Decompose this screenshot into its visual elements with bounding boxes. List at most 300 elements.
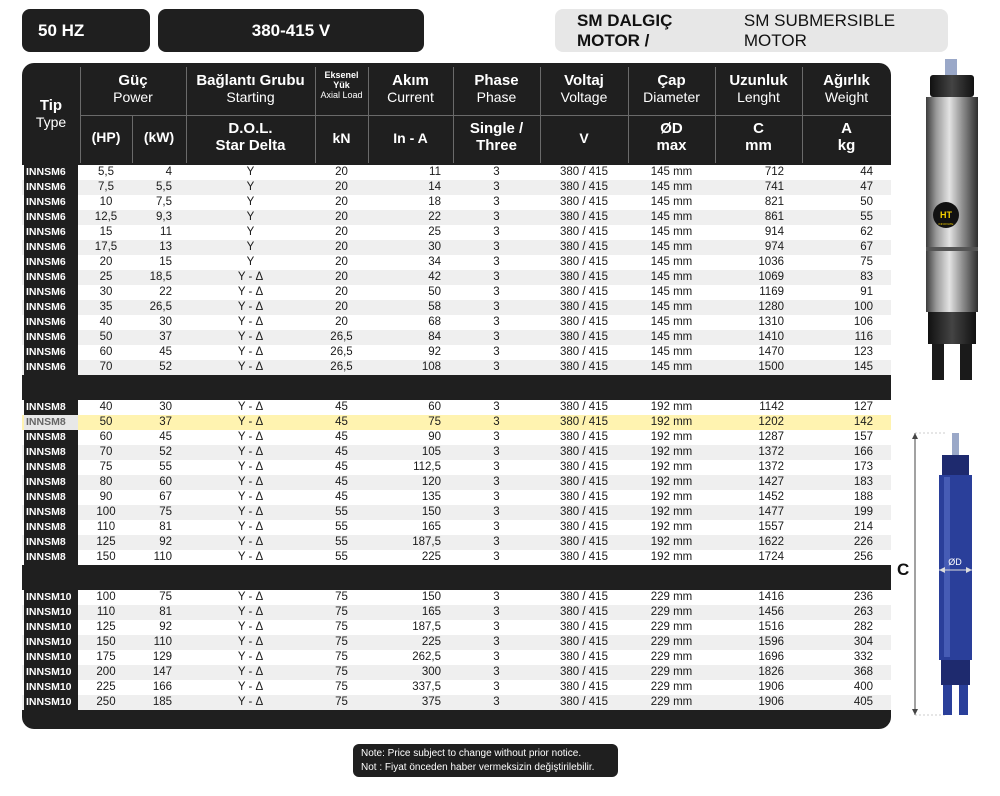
- table-row: [22, 360, 891, 375]
- type-cell: INNSM6: [24, 240, 78, 255]
- header-phase: Phase Phase: [474, 72, 519, 105]
- kw-cell: 52: [159, 446, 172, 458]
- length-cell: 1310: [758, 316, 784, 328]
- note-english: Note: Price subject to change without prior notice.: [361, 748, 582, 759]
- type-cell: INNSM8: [24, 460, 78, 475]
- voltage-cell: 380 / 415: [560, 591, 608, 603]
- header-v: V: [579, 130, 589, 146]
- phase-cell: 3: [493, 271, 500, 283]
- length-cell: 821: [764, 196, 784, 208]
- voltage-cell: 380 / 415: [560, 606, 608, 618]
- diameter-cell: 192 mm: [650, 431, 693, 443]
- voltage-cell: 380 / 415: [560, 316, 608, 328]
- current-cell: 42: [428, 271, 441, 283]
- type-cell: INNSM10: [24, 650, 78, 665]
- weight-cell: 75: [860, 256, 873, 268]
- phase-cell: 3: [493, 181, 500, 193]
- table-row: [22, 550, 891, 565]
- current-cell: 165: [421, 521, 441, 533]
- table-row: [22, 195, 891, 210]
- weight-cell: 405: [853, 696, 873, 708]
- axial-load-cell: 20: [335, 241, 348, 253]
- hp-cell: 60: [99, 431, 113, 443]
- voltage-cell: 380 / 415: [560, 416, 608, 428]
- weight-cell: 67: [860, 241, 873, 253]
- header-single-three: Single / Three: [469, 120, 524, 154]
- header-od-max: ØD max: [656, 120, 687, 154]
- type-cell: INNSM8: [24, 520, 78, 535]
- table-row: [22, 460, 891, 475]
- current-cell: 375: [421, 696, 441, 708]
- motor-shaft: [945, 59, 957, 75]
- phase-cell: 3: [493, 591, 500, 603]
- weight-cell: 263: [853, 606, 873, 618]
- header-hp: (HP): [91, 129, 121, 145]
- phase-cell: 3: [493, 331, 500, 343]
- table-row: [22, 505, 891, 520]
- voltage-cell: 380 / 415: [560, 361, 608, 373]
- type-cell: INNSM6: [24, 285, 78, 300]
- length-cell: 1696: [758, 651, 784, 663]
- current-cell: 30: [428, 241, 441, 253]
- length-cell: 1169: [759, 286, 784, 298]
- length-cell: 914: [764, 226, 784, 238]
- axial-load-cell: 45: [335, 446, 348, 458]
- table-row: [22, 590, 891, 605]
- current-cell: 120: [421, 476, 441, 488]
- header-diameter: Çap Diameter: [643, 72, 700, 105]
- phase-cell: 3: [493, 286, 500, 298]
- axial-load-cell: 26,5: [330, 346, 353, 358]
- axial-load-cell: 20: [335, 256, 348, 268]
- starting-cell: Y - Δ: [237, 621, 264, 633]
- axial-load-cell: 20: [335, 226, 348, 238]
- note-turkish: Not : Fiyat önceden haber vermeksizin değiştirilebilir.: [361, 762, 595, 773]
- length-cell: 1596: [758, 636, 784, 648]
- table-row: [22, 210, 891, 225]
- hp-cell: 50: [99, 416, 113, 428]
- phase-cell: 3: [493, 301, 500, 313]
- motor-foot: [932, 344, 944, 380]
- length-cell: 1452: [758, 491, 784, 503]
- header-c-mm: C mm: [745, 120, 772, 154]
- weight-cell: 106: [853, 316, 873, 328]
- table-row: [22, 400, 891, 415]
- kw-cell: 13: [159, 241, 172, 253]
- voltage-cell: 380 / 415: [560, 181, 608, 193]
- axial-load-cell: 45: [335, 416, 348, 428]
- starting-cell: Y: [246, 256, 255, 268]
- current-cell: 187,5: [412, 536, 441, 548]
- voltage-cell: 380 / 415: [560, 681, 608, 693]
- kw-cell: 92: [159, 621, 172, 633]
- hp-cell: 5,5: [98, 166, 114, 178]
- kw-cell: 55: [159, 461, 172, 473]
- current-cell: 135: [421, 491, 441, 503]
- diameter-cell: 229 mm: [650, 651, 693, 663]
- length-cell: 712: [764, 166, 784, 178]
- phase-cell: 3: [493, 651, 500, 663]
- kw-cell: 75: [159, 506, 172, 518]
- table-row: [22, 240, 891, 255]
- voltage-cell: 380 / 415: [560, 521, 608, 533]
- hp-cell: 225: [96, 681, 116, 693]
- starting-cell: Y - Δ: [237, 346, 264, 358]
- diameter-cell: 145 mm: [650, 241, 693, 253]
- starting-cell: Y - Δ: [237, 551, 264, 563]
- starting-cell: Y - Δ: [237, 651, 264, 663]
- header-length: Uzunluk Lenght: [729, 72, 788, 105]
- weight-cell: 100: [853, 301, 873, 313]
- table-row: [22, 330, 891, 345]
- kw-cell: 37: [159, 331, 172, 343]
- table-row: [22, 445, 891, 460]
- kw-cell: 81: [159, 521, 172, 533]
- weight-cell: 47: [860, 181, 873, 193]
- table-row: [22, 270, 891, 285]
- current-cell: 262,5: [412, 651, 441, 663]
- diameter-cell: 229 mm: [650, 636, 693, 648]
- kw-cell: 45: [159, 346, 172, 358]
- diameter-cell: 145 mm: [650, 226, 693, 238]
- type-cell: INNSM8: [24, 490, 78, 505]
- header-starting: Bağlantı Grubu Starting: [196, 72, 305, 105]
- kw-cell: 81: [159, 606, 172, 618]
- weight-cell: 116: [854, 331, 873, 343]
- axial-load-cell: 75: [335, 621, 348, 633]
- header-power: Güç Power: [113, 72, 153, 105]
- kw-cell: 67: [159, 491, 172, 503]
- axial-load-cell: 20: [335, 316, 348, 328]
- table-row: [22, 665, 891, 680]
- table-row: [22, 255, 891, 270]
- phase-cell: 3: [493, 401, 500, 413]
- current-cell: 112,5: [413, 461, 441, 473]
- voltage-cell: 380 / 415: [560, 401, 608, 413]
- current-cell: 225: [421, 636, 441, 648]
- weight-cell: 199: [853, 506, 873, 518]
- weight-cell: 226: [853, 536, 873, 548]
- diameter-cell: 145 mm: [650, 331, 693, 343]
- frequency-label: 50 HZ: [22, 9, 150, 52]
- table-row: [22, 535, 891, 550]
- axial-load-cell: 20: [335, 211, 348, 223]
- diameter-cell: 229 mm: [650, 591, 693, 603]
- diameter-cell: 229 mm: [650, 606, 693, 618]
- length-cell: 1416: [758, 591, 784, 603]
- phase-cell: 3: [493, 361, 500, 373]
- header-divider: [132, 115, 133, 163]
- type-cell: INNSM6: [24, 210, 78, 225]
- current-cell: 25: [428, 226, 441, 238]
- voltage-cell: 380 / 415: [560, 431, 608, 443]
- table-row: [22, 345, 891, 360]
- title-turkish: SM DALGIÇ MOTOR /: [577, 10, 673, 50]
- motor-product-image: [912, 57, 992, 387]
- length-cell: 1036: [758, 256, 784, 268]
- current-cell: 11: [429, 166, 441, 178]
- length-cell: 1202: [758, 416, 784, 428]
- kw-cell: 4: [165, 166, 172, 178]
- hp-cell: 60: [99, 346, 113, 358]
- hp-cell: 125: [96, 621, 116, 633]
- current-cell: 337,5: [412, 681, 441, 693]
- weight-cell: 91: [860, 286, 873, 298]
- voltage-cell: 380 / 415: [560, 346, 608, 358]
- diameter-cell: 192 mm: [650, 416, 693, 428]
- type-cell: INNSM8: [24, 535, 78, 550]
- motor-top-cap: [930, 75, 974, 97]
- page-title: [555, 9, 948, 52]
- voltage-cell: 380 / 415: [560, 446, 608, 458]
- phase-cell: 3: [493, 461, 500, 473]
- header-dol: D.O.L. Star Delta: [215, 120, 286, 154]
- voltage-cell: 380 / 415: [560, 226, 608, 238]
- diameter-cell: 192 mm: [650, 536, 693, 548]
- type-cell: INNSM10: [24, 665, 78, 680]
- kw-cell: 185: [152, 696, 172, 708]
- voltage-range-label: 380-415 V: [158, 9, 424, 52]
- axial-load-cell: 45: [335, 461, 348, 473]
- type-cell: INNSM8: [24, 400, 78, 415]
- current-cell: 22: [428, 211, 441, 223]
- kw-cell: 30: [159, 316, 172, 328]
- length-cell: 1280: [758, 301, 784, 313]
- axial-load-cell: 55: [335, 521, 348, 533]
- weight-cell: 50: [860, 196, 873, 208]
- current-cell: 150: [421, 506, 441, 518]
- voltage-cell: 380 / 415: [560, 256, 608, 268]
- diameter-cell: 192 mm: [650, 446, 693, 458]
- weight-cell: 166: [853, 446, 873, 458]
- length-cell: 1470: [758, 346, 784, 358]
- starting-cell: Y - Δ: [237, 591, 264, 603]
- type-cell: INNSM6: [24, 360, 78, 375]
- weight-cell: 123: [853, 346, 873, 358]
- starting-cell: Y - Δ: [237, 606, 264, 618]
- voltage-cell: 380 / 415: [560, 241, 608, 253]
- starting-cell: Y - Δ: [237, 476, 264, 488]
- phase-cell: 3: [493, 346, 500, 358]
- diameter-cell: 145 mm: [650, 181, 693, 193]
- hp-cell: 35: [99, 301, 113, 313]
- kw-cell: 110: [153, 551, 172, 563]
- type-cell: INNSM10: [24, 695, 78, 710]
- voltage-cell: 380 / 415: [560, 196, 608, 208]
- phase-cell: 3: [493, 696, 500, 708]
- length-cell: 1456: [758, 606, 784, 618]
- hp-cell: 125: [96, 536, 116, 548]
- voltage-cell: 380 / 415: [560, 696, 608, 708]
- voltage-cell: 380 / 415: [560, 271, 608, 283]
- axial-load-cell: 55: [335, 536, 348, 548]
- current-cell: 84: [428, 331, 441, 343]
- type-cell: INNSM8: [24, 415, 78, 430]
- table-row: [22, 635, 891, 650]
- hp-cell: 90: [99, 491, 113, 503]
- phase-cell: 3: [493, 636, 500, 648]
- current-cell: 150: [421, 591, 441, 603]
- table-row: [22, 165, 891, 180]
- starting-cell: Y - Δ: [237, 361, 264, 373]
- type-cell: INNSM6: [24, 270, 78, 285]
- type-cell: INNSM10: [24, 605, 78, 620]
- type-cell: INNSM8: [24, 550, 78, 565]
- current-cell: 105: [421, 446, 441, 458]
- type-cell: INNSM8: [24, 445, 78, 460]
- phase-cell: 3: [493, 226, 500, 238]
- starting-cell: Y: [246, 166, 255, 178]
- starting-cell: Y - Δ: [237, 331, 264, 343]
- voltage-cell: 380 / 415: [560, 651, 608, 663]
- axial-load-cell: 75: [335, 636, 348, 648]
- starting-cell: Y - Δ: [237, 636, 264, 648]
- diagram-shaft: [952, 433, 959, 455]
- kw-cell: 22: [159, 286, 172, 298]
- voltage-cell: 380 / 415: [560, 286, 608, 298]
- voltage-cell: 380 / 415: [560, 491, 608, 503]
- hp-cell: 17,5: [94, 241, 118, 253]
- table-row: [22, 315, 891, 330]
- weight-cell: 282: [853, 621, 873, 633]
- header-kw: (kW): [143, 129, 175, 145]
- current-cell: 14: [428, 181, 441, 193]
- kw-cell: 45: [159, 431, 172, 443]
- axial-load-cell: 26,5: [330, 361, 353, 373]
- hp-cell: 15: [99, 226, 113, 238]
- kw-cell: 52: [159, 361, 172, 373]
- axial-load-cell: 26,5: [330, 331, 353, 343]
- diameter-cell: 229 mm: [650, 696, 693, 708]
- length-cell: 1477: [758, 506, 784, 518]
- current-cell: 50: [428, 286, 441, 298]
- length-cell: 1410: [758, 331, 784, 343]
- phase-cell: 3: [493, 446, 500, 458]
- current-cell: 60: [428, 401, 441, 413]
- voltage-cell: 380 / 415: [560, 636, 608, 648]
- diameter-cell: 145 mm: [650, 286, 693, 298]
- current-cell: 18: [428, 196, 441, 208]
- current-cell: 90: [428, 431, 441, 443]
- kw-cell: 37: [159, 416, 172, 428]
- phase-cell: 3: [493, 521, 500, 533]
- phase-cell: 3: [493, 506, 500, 518]
- axial-load-cell: 45: [335, 491, 348, 503]
- current-cell: 68: [428, 316, 441, 328]
- price-note: [353, 744, 618, 777]
- type-cell: INNSM6: [24, 330, 78, 345]
- phase-cell: 3: [493, 606, 500, 618]
- axial-load-cell: 55: [335, 506, 348, 518]
- length-cell: 1906: [758, 696, 784, 708]
- axial-load-cell: 75: [335, 591, 348, 603]
- axial-load-cell: 75: [335, 666, 348, 678]
- diameter-cell: 145 mm: [650, 256, 693, 268]
- voltage-cell: 380 / 415: [560, 301, 608, 313]
- axial-load-cell: 20: [335, 196, 348, 208]
- voltage-cell: 380 / 415: [560, 461, 608, 473]
- phase-cell: 3: [493, 621, 500, 633]
- voltage-cell: 380 / 415: [560, 621, 608, 633]
- voltage-cell: 380 / 415: [560, 331, 608, 343]
- axial-load-cell: 75: [335, 681, 348, 693]
- kw-cell: 5,5: [156, 181, 172, 193]
- phase-cell: 3: [493, 416, 500, 428]
- axial-load-cell: 20: [335, 181, 348, 193]
- starting-cell: Y - Δ: [237, 316, 264, 328]
- header-a-kg: A kg: [837, 120, 856, 154]
- diameter-cell: 145 mm: [650, 166, 693, 178]
- c-dimension-label: C: [897, 560, 910, 579]
- weight-cell: 83: [860, 271, 873, 283]
- phase-cell: 3: [493, 681, 500, 693]
- type-cell: INNSM6: [24, 165, 78, 180]
- voltage-cell: 380 / 415: [560, 476, 608, 488]
- badge-subtext: INNOVATE: [938, 222, 954, 226]
- length-cell: 741: [764, 181, 784, 193]
- diameter-cell: 229 mm: [650, 681, 693, 693]
- hp-cell: 30: [99, 286, 113, 298]
- phase-cell: 3: [493, 491, 500, 503]
- starting-cell: Y: [246, 196, 255, 208]
- current-cell: 34: [428, 256, 441, 268]
- starting-cell: Y: [246, 226, 255, 238]
- hp-cell: 75: [99, 461, 113, 473]
- weight-cell: 173: [853, 461, 873, 473]
- starting-cell: Y - Δ: [237, 286, 264, 298]
- hp-cell: 200: [96, 666, 116, 678]
- length-cell: 1372: [758, 446, 784, 458]
- phase-cell: 3: [493, 316, 500, 328]
- axial-load-cell: 20: [335, 301, 348, 313]
- length-cell: 1906: [758, 681, 784, 693]
- kw-cell: 166: [152, 681, 172, 693]
- hp-cell: 110: [96, 521, 116, 533]
- motor-bottom-cap: [928, 312, 976, 344]
- starting-cell: Y - Δ: [237, 301, 264, 313]
- weight-cell: 214: [853, 521, 873, 533]
- length-cell: 1826: [758, 666, 784, 678]
- hp-cell: 100: [96, 591, 116, 603]
- diameter-cell: 145 mm: [650, 361, 693, 373]
- hp-cell: 50: [99, 331, 113, 343]
- hp-cell: 150: [96, 636, 116, 648]
- length-cell: 974: [764, 241, 784, 253]
- table-row: [22, 650, 891, 665]
- hp-cell: 70: [99, 446, 113, 458]
- diameter-cell: 192 mm: [650, 551, 693, 563]
- kw-cell: 26,5: [149, 301, 172, 313]
- starting-cell: Y - Δ: [237, 536, 264, 548]
- phase-cell: 3: [493, 241, 500, 253]
- weight-cell: 55: [860, 211, 873, 223]
- phase-cell: 3: [493, 166, 500, 178]
- table-row: [22, 225, 891, 240]
- length-cell: 1069: [758, 271, 784, 283]
- type-cell: INNSM6: [24, 300, 78, 315]
- type-cell: INNSM6: [24, 195, 78, 210]
- header-divider: [80, 115, 891, 116]
- axial-load-cell: 20: [335, 286, 348, 298]
- diagram-base: [941, 660, 970, 685]
- kw-cell: 7,5: [156, 196, 172, 208]
- type-cell: INNSM8: [24, 475, 78, 490]
- kw-cell: 11: [160, 226, 172, 238]
- header-type: Tip Type: [35, 97, 67, 130]
- table-row: [22, 180, 891, 195]
- axial-load-cell: 75: [335, 696, 348, 708]
- length-cell: 861: [764, 211, 784, 223]
